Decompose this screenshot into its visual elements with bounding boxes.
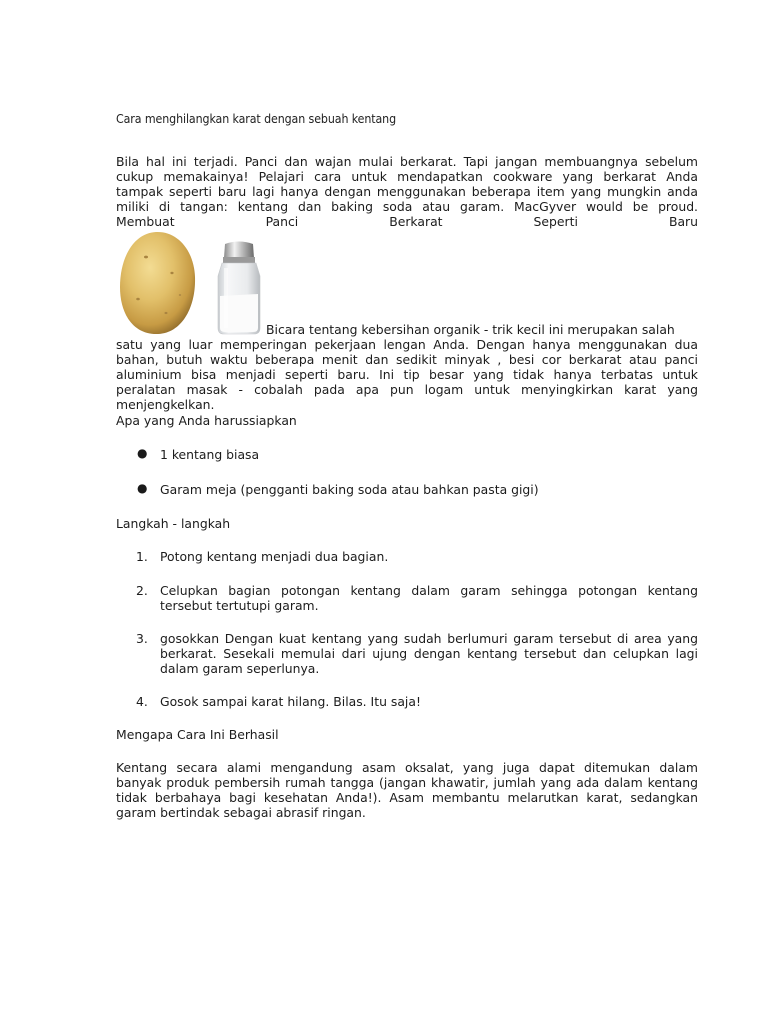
step-line: berkarat. Sesekali memulai dari ujung dengan kentang tersebut dan celupkan lagi [160, 646, 698, 661]
step-number: 1. [136, 549, 148, 564]
intro-line: tampak seperti baru lagi hanya dengan menggunakan beberapa item yang mungkin anda [116, 184, 698, 199]
document-title: Cara menghilangkan karat dengan sebuah kentang [116, 112, 397, 126]
body-line: peralatan masak - cobalah pada apa pun logam untuk menyingkirkan karat yang [116, 382, 698, 397]
needs-item: 1 kentang biasa [160, 447, 260, 462]
intro-line: Bila hal ini terjadi. Panci dan wajan mulai berkarat. Tapi jangan membuangnya sebelum [116, 154, 698, 169]
step-line: Celupkan bagian potongan kentang dalam garam sehingga potongan kentang [160, 583, 698, 598]
step-line: Gosok sampai karat hilang. Bilas. Itu saja! [160, 694, 421, 709]
step-line: dalam garam seperlunya. [160, 661, 320, 676]
potato-image [116, 229, 198, 337]
why-heading: Mengapa Cara Ini Berhasil [116, 727, 279, 742]
steps-heading: Langkah - langkah [116, 516, 231, 531]
step-number: 2. [136, 583, 148, 598]
intro-subheading: Membuat Panci Berkarat Seperti Baru [116, 214, 698, 229]
step-number: 4. [136, 694, 148, 709]
intro-line: cukup memakainya! Pelajari cara untuk mendapatkan cookware yang berkarat Anda [116, 169, 698, 184]
body-first-line: Bicara tentang kebersihan organik - trik kecil ini merupakan salah [266, 322, 675, 337]
step-number: 3. [136, 631, 148, 646]
intro-line: miliki di tangan: kentang dan baking soda atau garam. MacGyver would be proud. [116, 199, 698, 214]
bullet-icon: ● [137, 481, 148, 495]
why-line: tidak berbahaya bagi kesehatan Anda!). Asam membantu melarutkan karat, sedangkan [116, 790, 698, 805]
step-line: Potong kentang menjadi dua bagian. [160, 549, 389, 564]
needs-heading: Apa yang Anda harussiapkan [116, 413, 297, 428]
needs-item: Garam meja (pengganti baking soda atau bahkan pasta gigi) [160, 482, 539, 497]
body-line: menjengkelkan. [116, 397, 215, 412]
step-line: gosokkan Dengan kuat kentang yang sudah berlumuri garam tersebut di area yang [160, 631, 698, 646]
body-line: aluminium bisa menjadi seperti baru. Ini tip besar yang tidak hanya terbatas untuk [116, 367, 698, 382]
body-line: bahan, butuh waktu beberapa menit dan sedikit minyak , besi cor berkarat atau panci [116, 352, 698, 367]
why-line: garam bertindak sebagai abrasif ringan. [116, 805, 366, 820]
bullet-icon: ● [137, 446, 148, 460]
step-line: tersebut tertutupi garam. [160, 598, 319, 613]
body-line: satu yang luar memperingan pekerjaan lengan Anda. Dengan hanya menggunakan dua [116, 337, 698, 352]
why-line: banyak produk pembersih rumah tangga (jangan khawatir, jumlah yang ada dalam kentang [116, 775, 698, 790]
salt-shaker-image [214, 240, 264, 336]
why-line: Kentang secara alami mengandung asam oksalat, yang juga dapat ditemukan dalam [116, 760, 698, 775]
